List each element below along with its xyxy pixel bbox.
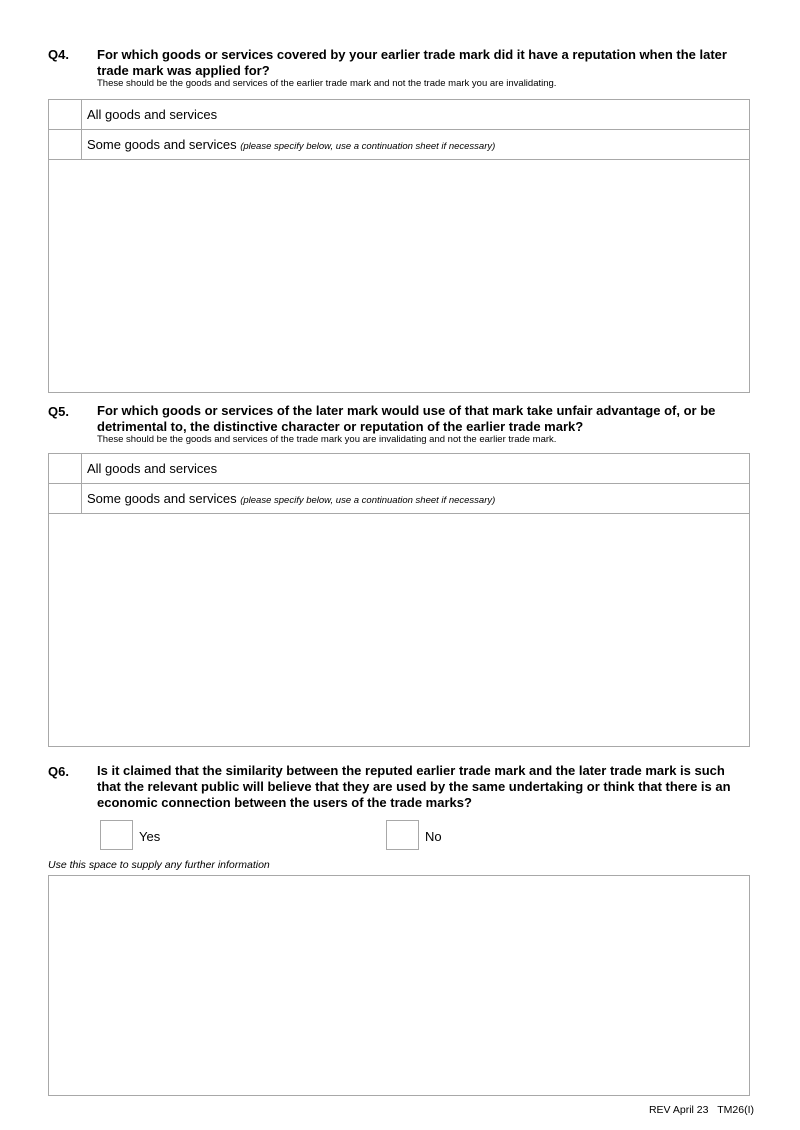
q4-option-some-hint: (please specify below, use a continuation sheet if necessary) — [240, 141, 496, 152]
further-info-textarea[interactable] — [48, 875, 750, 1096]
q6-yes-label: Yes — [139, 829, 161, 844]
q6-number: Q6. — [48, 764, 69, 779]
q5-option-all-checkbox[interactable] — [49, 454, 82, 483]
q4-note: These should be the goods and services of the earlier trade mark and not the trade mark you are invalidating. — [97, 78, 557, 89]
footer-revision: REV April 23 — [648, 1104, 709, 1116]
q4-specify-textarea[interactable] — [48, 159, 750, 393]
q5-question: For which goods or services of the later mark would use of that mark take unfair advantage of, or be detrimental to, the distinctive character or reputation of the earlier trade mark? — [97, 403, 716, 434]
q4-option-some-row — [49, 130, 749, 160]
q5-specify-textarea[interactable] — [48, 513, 750, 747]
further-info-label: Use this space to supply any further information — [48, 859, 270, 871]
q5-option-some-checkbox[interactable] — [49, 484, 82, 514]
footer-form-code: TM26(I) — [717, 1104, 754, 1116]
q5-note: These should be the goods and services of the trade mark you are invalidating and not the earlier trade mark. — [97, 434, 557, 445]
q4-question: For which goods or services covered by your earlier trade mark did it have a reputation when the later trade mark was applied for? — [97, 47, 727, 78]
q5-option-all-label: All goods and services — [87, 461, 218, 476]
q5-option-all-row — [49, 454, 749, 484]
q4-option-all-checkbox[interactable] — [49, 100, 82, 129]
q5-option-some-label — [82, 484, 495, 514]
q6-yes-checkbox[interactable] — [100, 820, 133, 850]
q5-option-some-text: Some goods and services — [87, 491, 237, 506]
q6-question: Is it claimed that the similarity between the reputed earlier trade mark and the later trade mark is such that the relevant public will believe that they are used by the same undertaking or think that there is an economic connection between the users of the trade marks? — [97, 763, 731, 810]
q4-option-some-label — [82, 130, 495, 160]
q5-number: Q5. — [48, 404, 69, 419]
q4-option-all-label: All goods and services — [87, 107, 218, 122]
q5-options-table — [48, 453, 750, 515]
q4-option-all-row — [49, 100, 749, 130]
q6-no-checkbox[interactable] — [386, 820, 419, 850]
q4-option-some-checkbox[interactable] — [49, 130, 82, 160]
q6-no-label: No — [425, 829, 442, 844]
q5-option-some-hint: (please specify below, use a continuation sheet if necessary) — [240, 495, 496, 506]
q4-options-table — [48, 99, 750, 161]
q4-option-some-text: Some goods and services — [87, 137, 237, 152]
footer — [649, 1104, 754, 1116]
q5-option-some-row — [49, 484, 749, 514]
q4-number: Q4. — [48, 47, 69, 62]
